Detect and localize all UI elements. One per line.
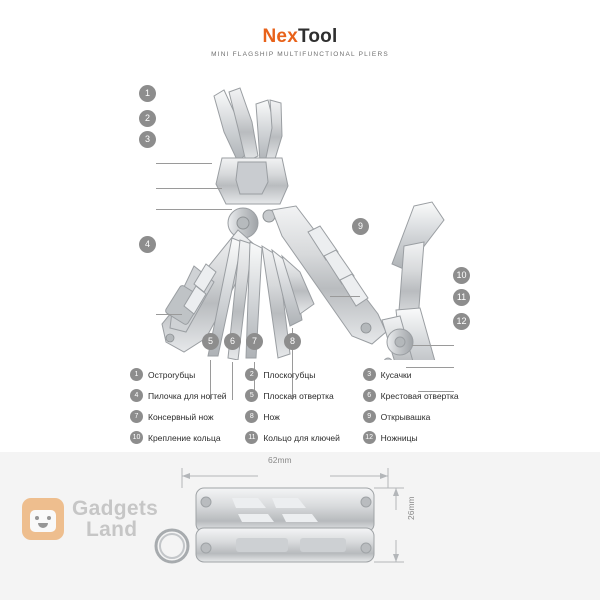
legend-label: Открывашка <box>380 411 431 422</box>
width-dimension <box>182 468 388 488</box>
multitool-drawing <box>0 70 600 360</box>
legend-label: Кусачки <box>380 369 412 380</box>
height-dimension <box>374 488 404 562</box>
legend-label: Ножницы <box>380 432 418 443</box>
legend-label: Остроrубцы <box>148 369 196 380</box>
legend-item-10 <box>130 431 245 444</box>
legend-row <box>130 410 480 423</box>
callout-bubble-11[interactable]: 11 <box>453 289 470 306</box>
leader-line-4 <box>156 314 182 315</box>
legend-number: 6 <box>363 389 376 402</box>
brand-name-accent: Nex <box>262 26 298 47</box>
legend-number: 10 <box>130 431 143 444</box>
legend-label: Кольцо для ключей <box>263 432 340 443</box>
watermark <box>22 498 158 540</box>
legend-number: 1 <box>130 368 143 381</box>
mascot-mouth <box>38 523 48 528</box>
legend-item-11 <box>245 431 362 444</box>
legend-item-8 <box>245 410 362 423</box>
watermark-text <box>72 498 158 540</box>
legend-row <box>130 389 480 402</box>
product-illustration <box>0 70 600 360</box>
legend-item-6 <box>363 389 480 402</box>
scissors-and-ring <box>382 202 444 360</box>
leader-line-10 <box>412 345 454 346</box>
legend-item-7 <box>130 410 245 423</box>
legend-item-9 <box>363 410 480 423</box>
legend-row <box>130 368 480 381</box>
legend-number: 9 <box>363 410 376 423</box>
legend-list <box>130 368 480 452</box>
legend-number: 8 <box>245 410 258 423</box>
mascot-eye-left <box>35 516 39 520</box>
legend-number: 3 <box>363 368 376 381</box>
legend-number: 5 <box>245 389 258 402</box>
callout-bubble-10[interactable]: 10 <box>453 267 470 284</box>
callout-bubble-9[interactable]: 9 <box>352 218 369 235</box>
leader-line-2 <box>156 188 222 189</box>
legend-row <box>130 431 480 444</box>
legend-label: Нож <box>263 411 280 422</box>
callout-bubble-3[interactable]: 3 <box>139 131 156 148</box>
legend-item-3 <box>363 368 480 381</box>
leader-line-3 <box>156 209 232 210</box>
legend-number: 2 <box>245 368 258 381</box>
callout-bubble-6[interactable]: 6 <box>224 333 241 350</box>
legend-item-12 <box>363 431 480 444</box>
brand-name-rest: Tool <box>297 26 338 47</box>
watermark-mascot-icon <box>22 498 64 540</box>
legend-item-1 <box>130 368 245 381</box>
plier-jaws <box>214 88 288 204</box>
legend-number: 12 <box>363 431 376 444</box>
legend-label: Плоская отвертка <box>263 390 334 401</box>
brand-subtitle: MINI FLAGSHIP MULTIFUNCTIONAL PLIERS <box>211 51 389 58</box>
callout-bubble-12[interactable]: 12 <box>453 313 470 330</box>
mascot-eye-right <box>47 516 51 520</box>
legend-label: Консервный нож <box>148 411 214 422</box>
leader-line-9 <box>330 296 360 297</box>
brand-name <box>0 26 600 48</box>
callout-bubble-5[interactable]: 5 <box>202 333 219 350</box>
legend-number: 4 <box>130 389 143 402</box>
dimension-height-label: 26mm <box>406 496 416 520</box>
mascot-face <box>30 510 56 532</box>
watermark-line-1: Gadgets <box>72 497 159 520</box>
key-ring-icon <box>156 530 188 562</box>
watermark-line-2: Land <box>86 518 138 541</box>
legend-label: Плоскогубцы <box>263 369 316 380</box>
callout-bubble-1[interactable]: 1 <box>139 85 156 102</box>
legend-item-5 <box>245 389 362 402</box>
legend-label: Крестовая отвертка <box>380 390 459 401</box>
legend-item-4 <box>130 389 245 402</box>
callout-bubble-8[interactable]: 8 <box>284 333 301 350</box>
folded-tool <box>196 488 374 562</box>
brand-header <box>0 26 600 58</box>
callout-bubble-2[interactable]: 2 <box>139 110 156 127</box>
callout-bubble-7[interactable]: 7 <box>246 333 263 350</box>
callout-bubble-4[interactable]: 4 <box>139 236 156 253</box>
dimension-width-label: 62mm <box>268 455 292 465</box>
legend-item-2 <box>245 368 362 381</box>
legend-number: 7 <box>130 410 143 423</box>
legend-label: Пилочка для ногтей <box>148 390 227 401</box>
legend-number: 11 <box>245 431 258 444</box>
leader-line-1 <box>156 163 212 164</box>
legend-label: Крепление кольца <box>148 432 221 443</box>
